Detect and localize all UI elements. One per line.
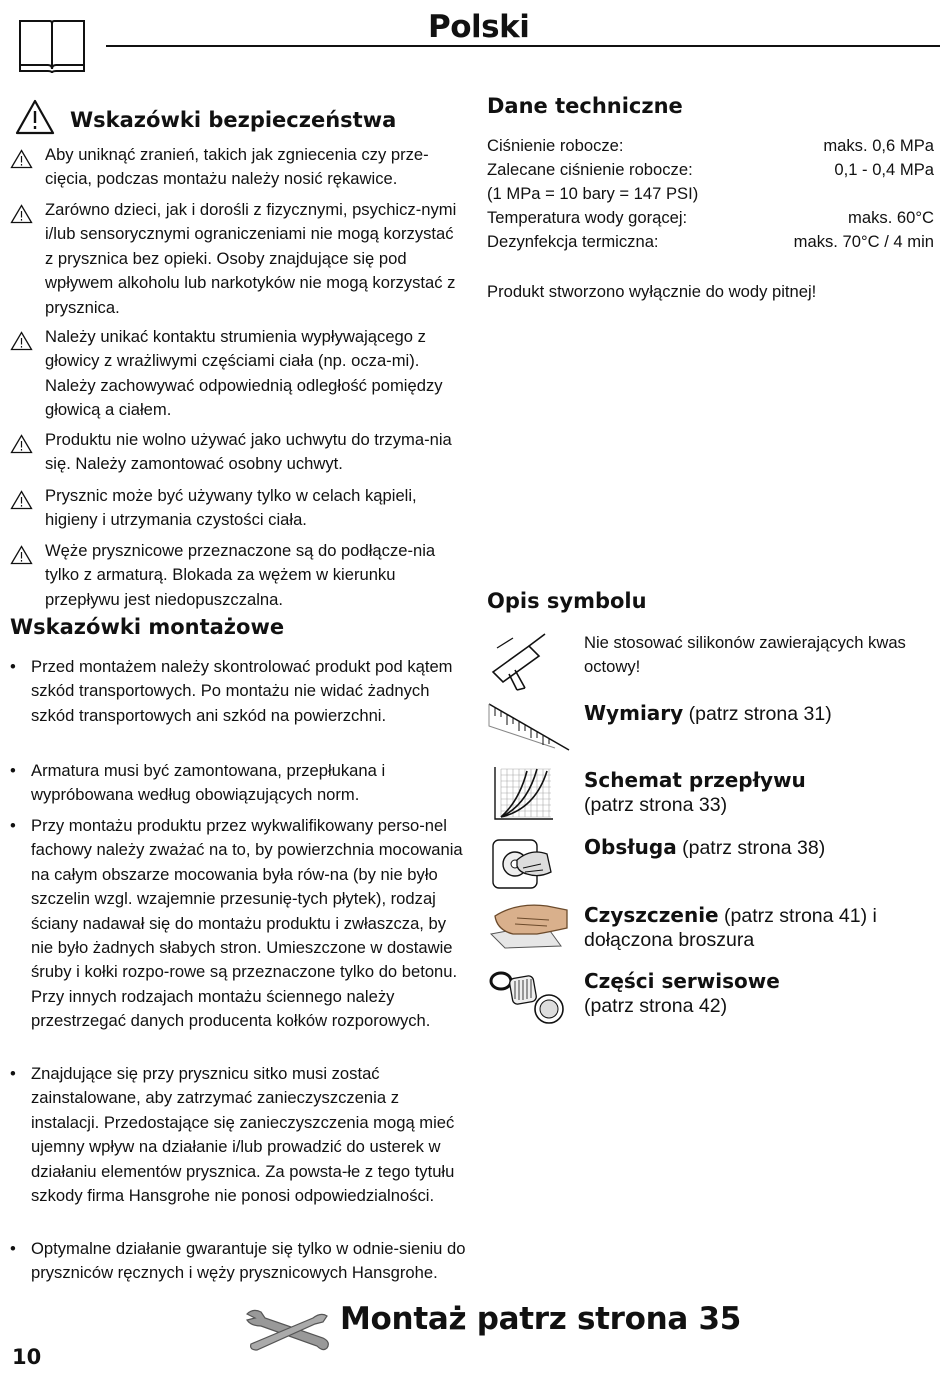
page-title: Polski [428, 9, 530, 45]
warning-icon [10, 434, 33, 454]
symbol-item-silicone [584, 631, 940, 680]
bullet-icon: • [10, 657, 16, 676]
header-divider [106, 45, 940, 47]
tech-label: Ciśnienie robocze: [487, 136, 624, 155]
symbol-item-dimensions [584, 701, 940, 726]
bullet-icon: • [10, 761, 16, 780]
bullet-icon: • [10, 1239, 16, 1258]
symbol-item-cleaning [584, 903, 940, 952]
tech-label: (1 MPa = 10 bary = 147 PSI) [487, 184, 699, 203]
tech-row [487, 230, 934, 254]
tech-label: Temperatura wody gorącej: [487, 208, 688, 227]
safety-heading: Wskazówki bezpieczeństwa [70, 108, 397, 132]
spare-parts-icon [487, 965, 571, 1027]
silicone-gun-icon [487, 628, 559, 692]
technical-note: Produkt stworzono wyłącznie do wody pitnej! [487, 282, 817, 301]
mounting-reference: Montaż patrz strona 35 [340, 1301, 742, 1337]
safety-item-text: Zarówno dzieci, jak i dorośli z fizycznymi, psychicz-nymi i/lub sensorycznymi ograniczeniami nie mogą korzystać z prysznica bez opieki. Osoby znajdujące się pod wpływem alkoholu lub narkotyków nie mogą korzystać z prysznica. [45, 200, 457, 317]
warning-icon [10, 204, 33, 224]
list-item-text: Armatura musi być zamontowana, przepłukana i wypróbowana według obowiązujących norm. [31, 761, 386, 805]
symbol-title: Obsługa [584, 835, 677, 859]
safety-item-text: Aby uniknąć zranień, takich jak zgniecenia czy prze-cięcia, podczas montażu należy nosić rękawice. [45, 145, 429, 189]
ruler-icon [487, 700, 571, 752]
safety-item-text: Prysznic może być używany tylko w celach kąpieli, higieny i utrzymania czystości ciała. [45, 486, 417, 530]
safety-item-text: Węże prysznicowe przeznaczone są do podłącze-nia tylko z armaturą. Blokada za wężem w kierunku przepływu jest niedopuszczalna. [45, 541, 436, 609]
symbols-heading: Opis symbolu [487, 589, 647, 613]
manual-book-icon [17, 17, 87, 75]
wrench-icon [243, 1306, 333, 1352]
page-number: 10 [12, 1345, 42, 1369]
symbol-text: (patrz strona 41) i dołączona broszura [584, 905, 877, 951]
tech-value: maks. 0,6 MPa [823, 136, 934, 155]
tech-row [487, 134, 934, 158]
safety-item-text: Należy unikać kontaktu strumienia wypływającego z głowicy z wrażliwymi częściami ciała (np. ocza-mi). Należy zachowywać odpowiednią odległość pomiędzy głowicą a ciałem. [45, 327, 443, 420]
symbol-item-spare-parts [584, 969, 940, 1018]
warning-icon [10, 331, 33, 351]
symbol-title: Czyszczenie [584, 903, 719, 927]
symbol-title: Wymiary [584, 701, 684, 725]
operation-hand-icon [487, 830, 555, 892]
symbol-title: Schemat przepływu [584, 768, 806, 792]
mounting-heading: Wskazówki montażowe [10, 615, 285, 639]
symbol-text: (patrz strona 38) [676, 837, 826, 859]
tech-row [487, 158, 934, 182]
list-item-text: Optymalne działanie gwarantuje się tylko w odnie-sieniu do pryszniców ręcznych i węży prysznicowych Hansgrohe. [31, 1239, 466, 1283]
tech-label: Zalecane ciśnienie robocze: [487, 160, 693, 179]
symbol-text: Nie stosować silikonów zawierających kwas octowy! [584, 633, 906, 677]
list-item-text: Przed montażem należy skontrolować produkt pod kątem szkód transportowych. Po montażu nie widać żadnych szkód transportowych ani szkód na powierzchni. [31, 657, 453, 725]
warning-icon [10, 490, 33, 510]
safety-item-text: Produktu nie wolno używać jako uchwytu do trzyma-nia się. Należy zamontować osobny uchwyt. [45, 430, 452, 474]
warning-icon [10, 545, 33, 565]
symbol-item-flow [584, 768, 940, 817]
warning-icon [10, 149, 33, 169]
tech-value: 0,1 - 0,4 MPa [834, 160, 934, 179]
tech-row [487, 206, 934, 230]
tech-value: maks. 60°C [848, 208, 934, 227]
symbol-item-operation [584, 835, 940, 860]
warning-icon [15, 99, 55, 135]
symbol-text: (patrz strona 42) [584, 995, 728, 1017]
list-item-text: Przy montażu produktu przez wykwalifikowany perso-nel fachowy należy zważać na to, by powierzchnia mocowania na całym obszarze mocowania była rów-na (by nie było szczelin wzgl. wzajemnie przesunię-tych płytek), rodzaj ściany nadawał się do montażu produktu i zwłaszcza, by nie było żadnych słabych stron. Umieszczone w dostawie śruby i kołki rozpo-rowe są przeznaczone tylko do betonu. Przy innych rodzajach montażu ściennego należy przestrzegać danych producenta kołków rozporowych. [31, 816, 463, 1031]
technical-heading: Dane techniczne [487, 94, 683, 118]
tech-value: maks. 70°C / 4 min [793, 232, 934, 251]
bullet-icon: • [10, 1064, 16, 1083]
tech-label: Dezynfekcja termiczna: [487, 232, 659, 251]
symbol-text: (patrz strona 31) [683, 703, 832, 725]
list-item-text: Znajdujące się przy prysznicu sitko musi zostać zainstalowane, aby zatrzymać zanieczyszczenia z instalacji. Przedostające się zanieczyszczenia mogą mieć ujemny wpływ na działanie i/lub prowadzić do usterek w działaniu elementów prysznica. Za powsta-łe z tego tytułu szkody firma Hansgrohe nie ponosi odpowiedzialności. [31, 1064, 455, 1206]
cleaning-hand-icon [487, 898, 571, 950]
tech-row [487, 182, 934, 206]
flow-chart-icon [487, 765, 555, 823]
bullet-icon: • [10, 816, 16, 835]
symbol-title: Części serwisowe [584, 969, 780, 993]
symbol-text: (patrz strona 33) [584, 794, 728, 816]
